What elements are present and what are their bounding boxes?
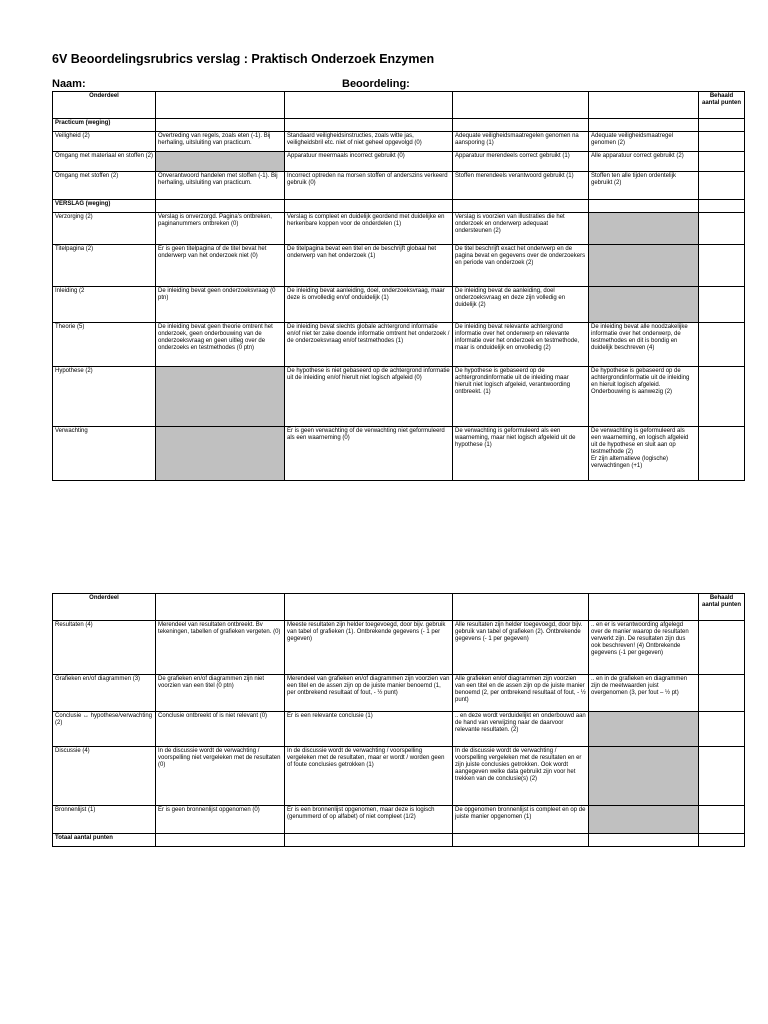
header-behaald: Behaald aantal punten — [699, 92, 745, 119]
row-label: Bronnenlijst (1) — [53, 806, 156, 834]
score-cell[interactable] — [699, 152, 745, 172]
rubric-cell: Merendeel van grafieken en/of diagrammen zijn voorzien van een titel en de assen zijn op de juiste manier benoemd (1, per ontbrekend resultaat of fout, - ½ punt) — [285, 675, 453, 712]
score-cell[interactable] — [699, 427, 745, 481]
rubric-cell: De grafieken en/of diagrammen zijn niet voorzien van een titel (0 ptn) — [156, 675, 285, 712]
rubric-cell: Onverantwoord handelen met stoffen (-1). Bij herhaling, uitsluiting van practicum. — [156, 172, 285, 200]
section-practicum: Practicum (weging) — [53, 119, 156, 132]
rubric-cell: De opgenomen bronnenlijst is compleet en op de juiste manier opgenomen (1) — [453, 806, 589, 834]
score-cell[interactable] — [699, 806, 745, 834]
row-label: Theorie (5) — [53, 323, 156, 367]
rubric-cell: Alle apparatuur correct gebruikt (2) — [589, 152, 699, 172]
rubric-text: De verwachting is geformuleerd als een waarneming, en logisch afgeleid uit de hypothese en sluit aan op testmethode (2) — [591, 428, 689, 455]
row-label: Conclusie ↔ hypothese/verwachting (2) — [53, 712, 156, 747]
empty-cell — [589, 245, 699, 287]
empty-cell — [589, 287, 699, 323]
rubric-cell: In de discussie wordt de verwachting / voorspelling vergeleken met de resultaten en er zijn juiste conclusies getrokken. Ook wordt aangegeven welke data gebruikt zijn voor het trekken van de conclusie(s) (2) — [453, 747, 589, 806]
rubric-cell: De inleiding bevat slechts globale achtergrond informatie en/of niet ter zake doende informatie omtrent het onderzoek / de onderzoeksvraag en/of testmethodes (1) — [285, 323, 453, 367]
header-behaald: Behaald aantal punten — [699, 594, 745, 621]
row-label: Verzorging (2) — [53, 213, 156, 245]
rubric-table-1 — [52, 91, 745, 481]
rubric-cell: De hypothese is gebaseerd op de achtergrondinformatie uit de inleiding maar hieruit niet logisch afgeleid, verantwoording ontbreekt. (1) — [453, 367, 589, 427]
rubric-cell: Meeste resultaten zijn helder toegevoegd, door bijv. gebruik van tabel of grafieken (1). Ontbrekende gegevens (- 1 per gegeven) — [285, 621, 453, 675]
table-header-row — [53, 594, 745, 621]
table-row — [53, 712, 745, 747]
header-onderdeel: Onderdeel — [53, 92, 156, 119]
empty-cell — [589, 712, 699, 747]
row-label: Veiligheid (2) — [53, 132, 156, 152]
rubric-cell: De hypothese is niet gebaseerd op de achtergrond informatie uit de inleiding en/of hierult niet logisch afgeleid (0) — [285, 367, 453, 427]
rubric-cell: .. en deze wordt verduidelijkt en onderbouwd aan de hand van verwijzing naar de daarvoor relevante resultaten. (2) — [453, 712, 589, 747]
table-row — [53, 323, 745, 367]
table-row — [53, 621, 745, 675]
naam-label: Naam: — [52, 78, 86, 90]
score-cell[interactable] — [699, 172, 745, 200]
score-cell[interactable] — [699, 367, 745, 427]
table-row — [53, 172, 745, 200]
rubric-cell: Apparatuur merendeels correct gebruikt (1) — [453, 152, 589, 172]
empty-cell — [156, 152, 285, 172]
table-row — [53, 806, 745, 834]
table-row — [53, 675, 745, 712]
total-label: Totaal aantal punten — [53, 834, 156, 847]
table-row — [53, 132, 745, 152]
rubric-cell: Verslag is onverzorgd. Pagina's ontbreken, paginanummers ontbreken (0) — [156, 213, 285, 245]
empty-cell — [589, 213, 699, 245]
table-header-row — [53, 92, 745, 119]
rubric-cell: De verwachting is geformuleerd als een waarneming, maar niet logisch afgeleid uit de hypothese (1) — [453, 427, 589, 481]
section-row-practicum — [53, 119, 745, 132]
rubric-cell: Adequate veiligheidsmaatregelen genomen na aansporing (1) — [453, 132, 589, 152]
score-cell[interactable] — [699, 621, 745, 675]
rubric-cell: Er is een relevante conclusie (1) — [285, 712, 453, 747]
page-title: 6V Beoordelingsrubrics verslag : Praktisch Onderzoek Enzymen — [52, 52, 435, 66]
rubric-cell: Standaard veiligheidsinstructies, zoals witte jas, veiligheidsbril etc. niet of niet geheel opgevolgd (0) — [285, 132, 453, 152]
rubric-cell: De titelpagina bevat een titel en de beschrijft globaal het onderwerp van het onderzoek (1) — [285, 245, 453, 287]
rubric-cell: Alle grafieken en/of diagrammen zijn voorzien van een titel en de assen zijn op de juiste manier benoemd (2, per ontbrekend resultaat of fout, - ½ punt) — [453, 675, 589, 712]
rubric-cell: Adequate veiligheidsmaatregel genomen (2) — [589, 132, 699, 152]
table-row — [53, 367, 745, 427]
row-label: Omgang met materiaal en stoffen (2) — [53, 152, 156, 172]
row-label: Titelpagina (2) — [53, 245, 156, 287]
rubric-cell — [589, 427, 699, 481]
empty-cell — [589, 806, 699, 834]
header-onderdeel: Onderdeel — [53, 594, 156, 621]
rubric-cell: De inleiding bevat de aanleiding, doel onderzoeksvraag en deze zijn volledig en duidelijk (2) — [453, 287, 589, 323]
rubric-cell: In de discussie wordt de verwachting / voorspelling vergeleken met de resultaten, maar er wordt / worden geen of foute conclusies getrokken (1) — [285, 747, 453, 806]
rubric-text-bonus: Er zijn alternatieve (logische) verwachtingen (+1) — [591, 456, 669, 469]
score-cell[interactable] — [699, 213, 745, 245]
section-verslag: VERSLAG (weging) — [53, 200, 156, 213]
empty-cell — [589, 747, 699, 806]
row-label: Grafieken en/of diagrammen (3) — [53, 675, 156, 712]
row-label: Hypothese (2) — [53, 367, 156, 427]
table-row — [53, 427, 745, 481]
rubric-cell: De inleiding bevat geen onderzoeksvraag (0 ptn) — [156, 287, 285, 323]
rubric-table-2 — [52, 593, 745, 847]
score-cell[interactable] — [699, 712, 745, 747]
rubric-cell: Merendeel van resultaten ontbreekt. Bv tekeningen, tabellen of grafieken vergeten. (0) — [156, 621, 285, 675]
score-cell[interactable] — [699, 675, 745, 712]
table-row — [53, 213, 745, 245]
rubric-cell: De titel beschrijft exact het onderwerp en de pagina bevat en gegevens over de onderzoekers en periode van onderzoek (2) — [453, 245, 589, 287]
rubric-cell: De inleiding bevat alle noodzakelijke informatie over het onderwerp, de testmethodes en dit is bondig en duidelijk beschreven (4) — [589, 323, 699, 367]
rubric-cell: Verslag is compleet en duidelijk geordend met duidelijke en herkenbare koppen voor de onderdelen (1) — [285, 213, 453, 245]
rubric-cell: De inleiding bevat aanleiding, doel, onderzoeksvraag, maar deze is onvolledig en/of onduidelijk (1) — [285, 287, 453, 323]
row-label: Resultaten (4) — [53, 621, 156, 675]
total-row — [53, 834, 745, 847]
empty-cell — [156, 427, 285, 481]
rubric-cell: De hypothese is gebaseerd op de achtergrondinformatie uit de inleiding en hieruit logisch afgeleid. Onderbouwing is aanwezig (2) — [589, 367, 699, 427]
score-cell[interactable] — [699, 287, 745, 323]
total-score-cell[interactable] — [699, 834, 745, 847]
rubric-cell: .. en in de grafieken en diagrammen zijn de meetwaarden juist overgenomen (3, per fout – ½ pt) — [589, 675, 699, 712]
table-row — [53, 747, 745, 806]
rubric-cell: Overtreding van regels, zoals eten (-1). Bij herhaling, uitsluiting van practicum. — [156, 132, 285, 152]
table-row — [53, 245, 745, 287]
table-row — [53, 152, 745, 172]
empty-cell — [156, 367, 285, 427]
rubric-cell: Incorrect optreden na morsen stoffen of anderszins verkeerd gebruik (0) — [285, 172, 453, 200]
rubric-cell: Er is geen bronnenlijst opgenomen (0) — [156, 806, 285, 834]
table-row — [53, 287, 745, 323]
score-cell[interactable] — [699, 323, 745, 367]
row-label: Inleiding (2 — [53, 287, 156, 323]
row-label: Discussie (4) — [53, 747, 156, 806]
section-row-verslag — [53, 200, 745, 213]
rubric-cell: Er is geen verwachting of de verwachting niet geformuleerd als een waarneming (0) — [285, 427, 453, 481]
beoordeling-label: Beoordeling: — [342, 78, 410, 90]
rubric-cell: Conclusie ontbreekt of is niet relevant (0) — [156, 712, 285, 747]
rubric-cell: Alle resultaten zijn helder toegevoegd, door bijv. gebruik van tabel of grafieken (2). Ontbrekende gegevens (- 1 per gegeven) — [453, 621, 589, 675]
rubric-cell: Verslag is voorzien van illustraties die het onderzoek en onderwerp adequaat ondersteunen (2) — [453, 213, 589, 245]
row-label: Omgang met stoffen (2) — [53, 172, 156, 200]
rubric-cell: .. en er is verantwoording afgelegd over de manier waarop de resultaten verwerkt zijn. De resultaten zijn dus ook beschreven! (4) Ontbrekende gegevens (-1 per gegeven) — [589, 621, 699, 675]
rubric-cell: De inleiding bevat geen theorie omtrent het onderzoek, geen onderbouwing van de onderzoeksvraag en geen uitleg over de onderzoeks en testmethodes (0 ptn) — [156, 323, 285, 367]
score-cell[interactable] — [699, 245, 745, 287]
rubric-cell: De inleiding bevat relevante achtergrond informatie over het onderwerp en relevante informatie over het onderzoek en testmethode, maar is onduidelijk en onvolledig (2) — [453, 323, 589, 367]
rubric-cell: Apparatuur meermaals incorrect gebruikt (0) — [285, 152, 453, 172]
rubric-cell: Stoffen ten alle tijden ordentelijk gebruikt (2) — [589, 172, 699, 200]
rubric-cell: In de discussie wordt de verwachting / voorspelling niet vergeleken met de resultaten (0) — [156, 747, 285, 806]
rubric-cell: Er is geen titelpagina of de titel bevat het onderwerp van het onderzoek niet (0) — [156, 245, 285, 287]
rubric-cell: Er is een bronnenlijst opgenomen, maar deze is logisch (genummerd of op alfabet) of niet compleet (1/2) — [285, 806, 453, 834]
row-label: Verwachting — [53, 427, 156, 481]
score-cell[interactable] — [699, 747, 745, 806]
rubric-cell: Stoffen merendeels verantwoord gebruikt (1) — [453, 172, 589, 200]
score-cell[interactable] — [699, 132, 745, 152]
